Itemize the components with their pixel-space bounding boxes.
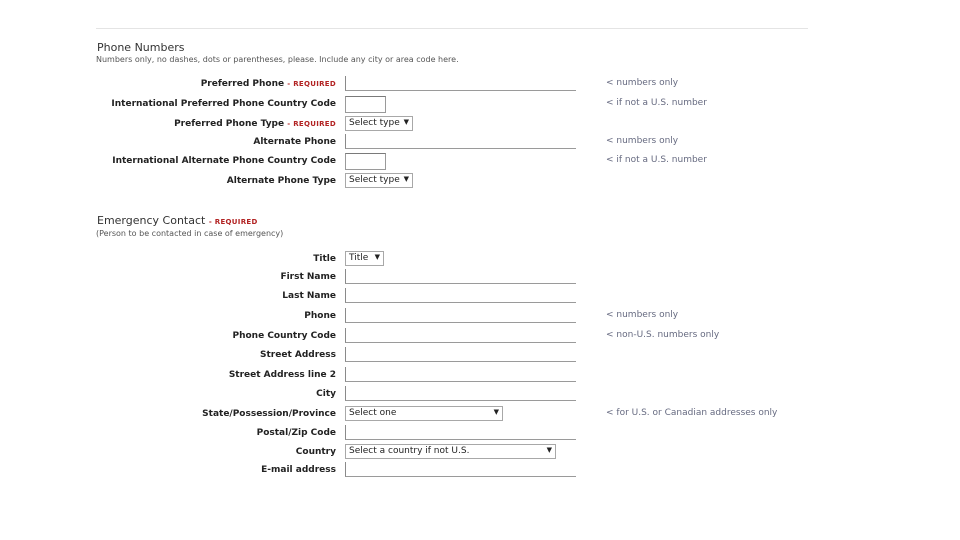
email-input[interactable] — [345, 462, 576, 477]
row-state — [0, 406, 960, 426]
intl-alternate-code-input[interactable] — [345, 153, 386, 170]
phone-country-code-hint: < non-U.S. numbers only — [606, 330, 720, 340]
intl-preferred-code-label: International Preferred Phone Country Code — [111, 99, 336, 109]
preferred-phone-hint: < numbers only — [606, 78, 679, 88]
phone-country-code-label: Phone Country Code — [232, 331, 336, 341]
street-address-2-input[interactable] — [345, 367, 576, 382]
phone-section-note: Numbers only, no dashes, dots or parentheses, please. Include any city or area code here. — [96, 55, 459, 64]
triangle-down-icon: ▼ — [374, 253, 380, 261]
intl-alternate-code-label: International Alternate Phone Country Code — [112, 156, 336, 166]
required-tag: - REQUIRED — [208, 218, 258, 226]
first-name-input[interactable] — [345, 269, 576, 284]
row-alternate-phone-type — [0, 173, 960, 193]
title-select[interactable]: Title ▼ — [345, 251, 384, 266]
street-address-input[interactable] — [345, 347, 576, 362]
intl-alternate-code-hint: < if not a U.S. number — [606, 155, 707, 165]
email-label: E-mail address — [261, 465, 336, 475]
postal-code-input[interactable] — [345, 425, 576, 440]
preferred-phone-type-label: Preferred Phone Type - REQUIRED — [174, 119, 336, 129]
phone-input[interactable] — [345, 308, 576, 323]
state-select[interactable]: Select one ▼ — [345, 406, 503, 421]
row-preferred-phone-type — [0, 116, 960, 136]
phone-section-title: Phone Numbers — [97, 41, 185, 54]
alternate-phone-label: Alternate Phone — [253, 137, 336, 147]
last-name-label: Last Name — [282, 291, 336, 301]
city-label: City — [316, 389, 336, 399]
triangle-down-icon: ▼ — [493, 408, 499, 416]
city-input[interactable] — [345, 386, 576, 401]
triangle-down-icon: ▼ — [546, 446, 552, 454]
last-name-input[interactable] — [345, 288, 576, 303]
state-label: State/Possession/Province — [202, 409, 336, 419]
preferred-phone-type-select[interactable]: Select type ▼ — [345, 116, 413, 131]
row-title — [0, 251, 960, 271]
alternate-phone-type-label: Alternate Phone Type — [226, 176, 336, 186]
row-phone — [0, 308, 960, 328]
required-tag: - REQUIRED — [287, 80, 336, 88]
phone-label: Phone — [304, 311, 336, 321]
row-street-address-2 — [0, 367, 960, 387]
row-preferred-phone — [0, 76, 960, 96]
street-address-2-label: Street Address line 2 — [228, 370, 336, 380]
triangle-down-icon: ▼ — [403, 118, 409, 126]
row-country — [0, 444, 960, 464]
first-name-label: First Name — [280, 272, 336, 282]
phone-hint: < numbers only — [606, 310, 679, 320]
row-intl-alternate-code — [0, 153, 960, 173]
preferred-phone-input[interactable] — [345, 76, 576, 91]
alternate-phone-input[interactable] — [345, 134, 576, 149]
required-tag: - REQUIRED — [287, 120, 336, 128]
title-label: Title — [313, 254, 336, 264]
row-phone-country-code — [0, 328, 960, 348]
country-label: Country — [295, 447, 336, 457]
row-postal-code — [0, 425, 960, 445]
phone-country-code-input[interactable] — [345, 328, 576, 343]
triangle-down-icon: ▼ — [403, 175, 409, 183]
row-first-name — [0, 269, 960, 289]
row-email — [0, 462, 960, 482]
row-last-name — [0, 288, 960, 308]
row-city — [0, 386, 960, 406]
preferred-phone-label: Preferred Phone - REQUIRED — [200, 79, 336, 89]
emergency-section-title: Emergency Contact - REQUIRED — [97, 214, 258, 227]
postal-code-label: Postal/Zip Code — [256, 428, 336, 438]
alternate-phone-type-select[interactable]: Select type ▼ — [345, 173, 413, 188]
intl-preferred-code-hint: < if not a U.S. number — [606, 98, 707, 108]
top-divider — [96, 28, 808, 29]
intl-preferred-code-input[interactable] — [345, 96, 386, 113]
emergency-section-note: (Person to be contacted in case of emergency) — [96, 229, 284, 238]
state-hint: < for U.S. or Canadian addresses only — [606, 408, 778, 418]
street-address-label: Street Address — [260, 350, 336, 360]
row-alternate-phone — [0, 134, 960, 154]
row-street-address — [0, 347, 960, 367]
country-select[interactable]: Select a country if not U.S. ▼ — [345, 444, 556, 459]
alternate-phone-hint: < numbers only — [606, 136, 679, 146]
row-intl-preferred-code — [0, 96, 960, 116]
